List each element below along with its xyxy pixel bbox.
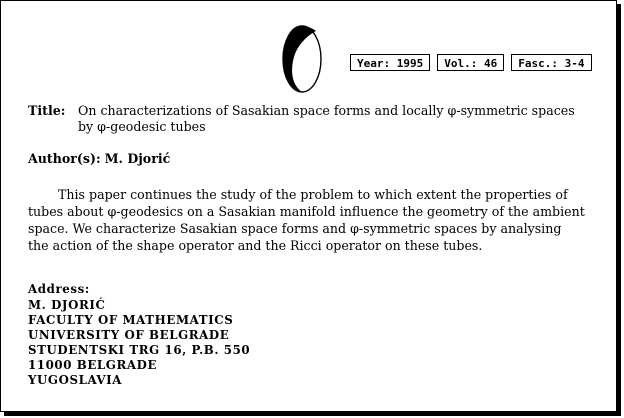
volume-value: 46 xyxy=(484,57,498,70)
fascicle-badge xyxy=(511,54,591,71)
address-line: STUDENTSKI TRG 16, P.B. 550 xyxy=(28,343,251,357)
address-line: YUGOSLAVIA xyxy=(28,373,122,387)
address-label: Address: xyxy=(28,282,90,296)
year-label: Year: xyxy=(357,57,391,70)
address-line: UNIVERSITY OF BELGRADE xyxy=(28,328,230,342)
address-line: FACULTY OF MATHEMATICS xyxy=(28,313,234,327)
year-value: 1995 xyxy=(396,57,424,70)
abstract-line: tubes about φ-geodesics on a Sasakian manifold influence the geometry of the ambient xyxy=(28,204,585,219)
abstract-line: This paper continues the study of the problem to which extent the properties of xyxy=(58,187,568,202)
author-label: Author(s): xyxy=(28,151,101,166)
journal-logo-icon xyxy=(280,23,324,95)
abstract xyxy=(28,186,593,254)
address-section xyxy=(28,282,250,388)
fascicle-label: Fasc.: xyxy=(518,57,558,70)
volume-label: Vol.: xyxy=(444,57,478,70)
abstract-line: the action of the shape operator and the Ricci operator on these tubes. xyxy=(28,238,483,253)
author-name: M. Djorić xyxy=(104,151,171,166)
address-line: M. DJORIĆ xyxy=(28,298,106,312)
volume-badge xyxy=(437,54,504,71)
title-label: Title: xyxy=(28,103,66,118)
title-line: On characterizations of Sasakian space forms and locally φ-symmetric spaces xyxy=(78,103,575,118)
author-section xyxy=(28,151,170,167)
abstract-line: space. We characterize Sasakian space forms and φ-symmetric spaces by analysing xyxy=(28,221,562,236)
article-title xyxy=(78,103,593,135)
fascicle-value: 3-4 xyxy=(564,57,585,70)
issue-info xyxy=(350,54,592,71)
title-section xyxy=(28,103,593,135)
title-line: by φ-geodesic tubes xyxy=(78,119,206,134)
year-badge xyxy=(350,54,430,71)
address-line: 11000 BELGRADE xyxy=(28,358,158,372)
